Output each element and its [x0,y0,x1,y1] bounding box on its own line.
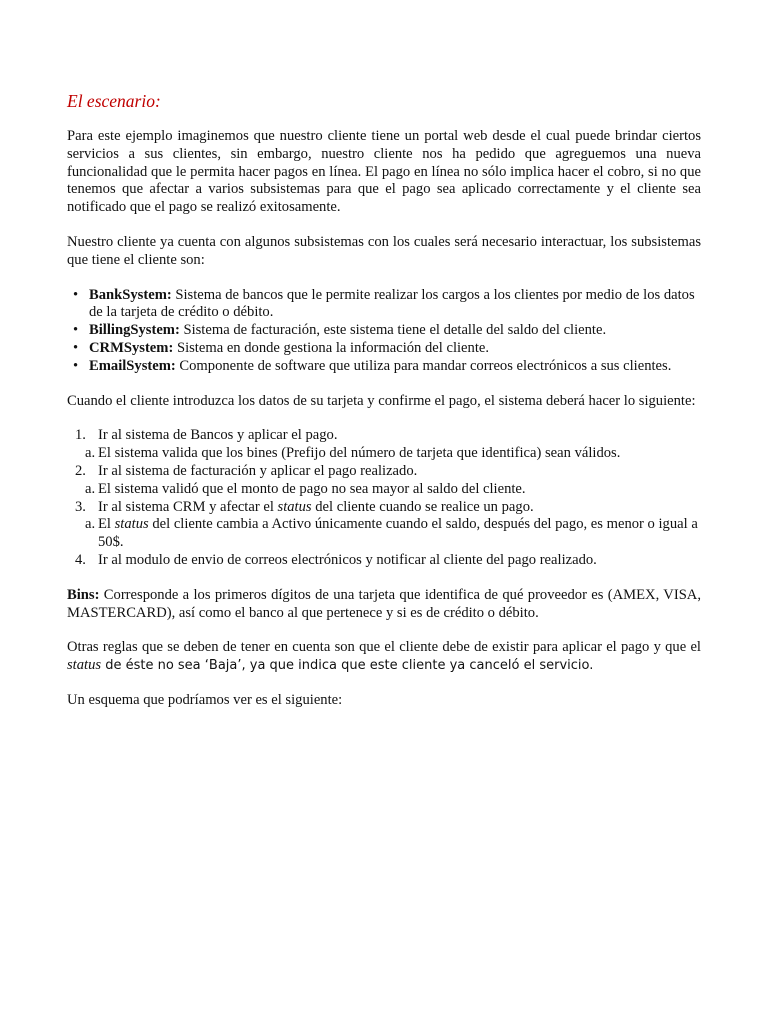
status-term: status [114,516,149,533]
steps-list [67,427,701,569]
intro-paragraph: Para este ejemplo imaginemos que nuestro cliente tiene un portal web desde el cual puede brindar ciertos servicios a sus clientes, sin embargo, nuestro cliente nos ha pedido que agreguemos una nueva funcionalidad que le permita hacer pagos en línea. El pago en línea no sólo implica hacer el cobro, si no que tenemos que afectar a varios subsistemas para que el pago sea aplicado correctamente y el cliente sea notificado que el pago se realizó exitosamente. [67,128,701,216]
rules-paragraph [67,639,701,675]
substep-item [67,445,701,463]
bins-definition: Corresponde a los primeros dígitos de una tarjeta que identifica de qué proveedor es (AMEX, VISA, MASTERCARD), así como el banco al que pertenece y si es de crédito o débito. [67,586,701,621]
substep-text-start: El [98,516,115,533]
substep-item [67,481,701,499]
step-item [67,552,701,570]
bullet-icon: • [73,322,79,339]
substep-text: El sistema valida que los bines (Prefijo del número de tarjeta que identifica) sean válidos. [98,445,621,462]
step-number: 4. [75,551,86,568]
bins-label: Bins: [67,586,100,603]
substep-text-end: del cliente cambia a Activo únicamente cuando el saldo, después del pago, es menor o igual a 50$. [98,516,698,551]
subsystems-list [67,287,701,376]
substep-letter: a. [85,516,96,533]
bins-paragraph [67,587,701,623]
substep-letter: a. [85,445,96,462]
subsystem-name: BillingSystem: [89,322,180,339]
steps-intro-paragraph: Cuando el cliente introduzca los datos de su tarjeta y confirme el pago, el sistema deberá hacer lo siguiente: [67,392,696,409]
subsystem-description: Sistema de bancos que le permite realizar los cargos a los clientes por medio de los datos de la tarjeta de crédito o débito. [89,286,695,321]
list-item [67,287,701,323]
step-item [67,427,701,445]
step-number: 1. [75,427,86,444]
subsystem-name: EmailSystem: [89,357,176,374]
bullet-icon: • [73,339,79,356]
list-item [67,358,701,376]
step-text: Ir al modulo de envio de correos electrónicos y notificar al cliente del pago realizado. [98,551,597,568]
section-heading: El escenario: [67,91,161,111]
list-item [67,322,701,340]
subsystem-description: Sistema de facturación, este sistema tiene el detalle del saldo del cliente. [179,322,607,339]
substep-text: El sistema validó que el monto de pago no sea mayor al saldo del cliente. [98,480,526,497]
status-term: status [67,657,102,674]
document-body [67,90,701,710]
substep-letter: a. [85,480,96,497]
step-text-end: del cliente cuando se realice un pago. [311,498,534,515]
bullet-icon: • [73,357,79,374]
subsystem-description: Componente de software que utiliza para mandar correos electrónicos a sus clientes. [175,357,672,374]
step-item [67,499,701,517]
step-number: 3. [75,498,86,515]
step-text-start: Ir al sistema CRM y afectar el [98,498,278,515]
subsystem-description: Sistema en donde gestiona la información del cliente. [173,339,490,356]
bullet-icon: • [73,286,79,303]
subsystem-name: CRMSystem: [89,339,174,356]
subsystems-intro-paragraph: Nuestro cliente ya cuenta con algunos subsistemas con los cuales será necesario interactuar, los subsistemas que tiene el cliente son: [67,233,701,268]
status-term: status [277,498,312,515]
rules-text-end: de éste no sea ‘Baja’, ya que indica que este cliente ya canceló el servicio. [101,658,594,674]
outro-paragraph: Un esquema que podríamos ver es el siguiente: [67,691,343,708]
step-text: Ir al sistema de facturación y aplicar el pago realizado. [98,462,418,479]
step-item [67,463,701,481]
step-number: 2. [75,462,86,479]
list-item [67,340,701,358]
substep-item [67,516,701,552]
rules-text-start: Otras reglas que se deben de tener en cuenta son que el cliente debe de existir para aplicar el pago y que el [67,639,701,656]
step-text: Ir al sistema de Bancos y aplicar el pago. [98,427,338,444]
subsystem-name: BankSystem: [89,286,172,303]
